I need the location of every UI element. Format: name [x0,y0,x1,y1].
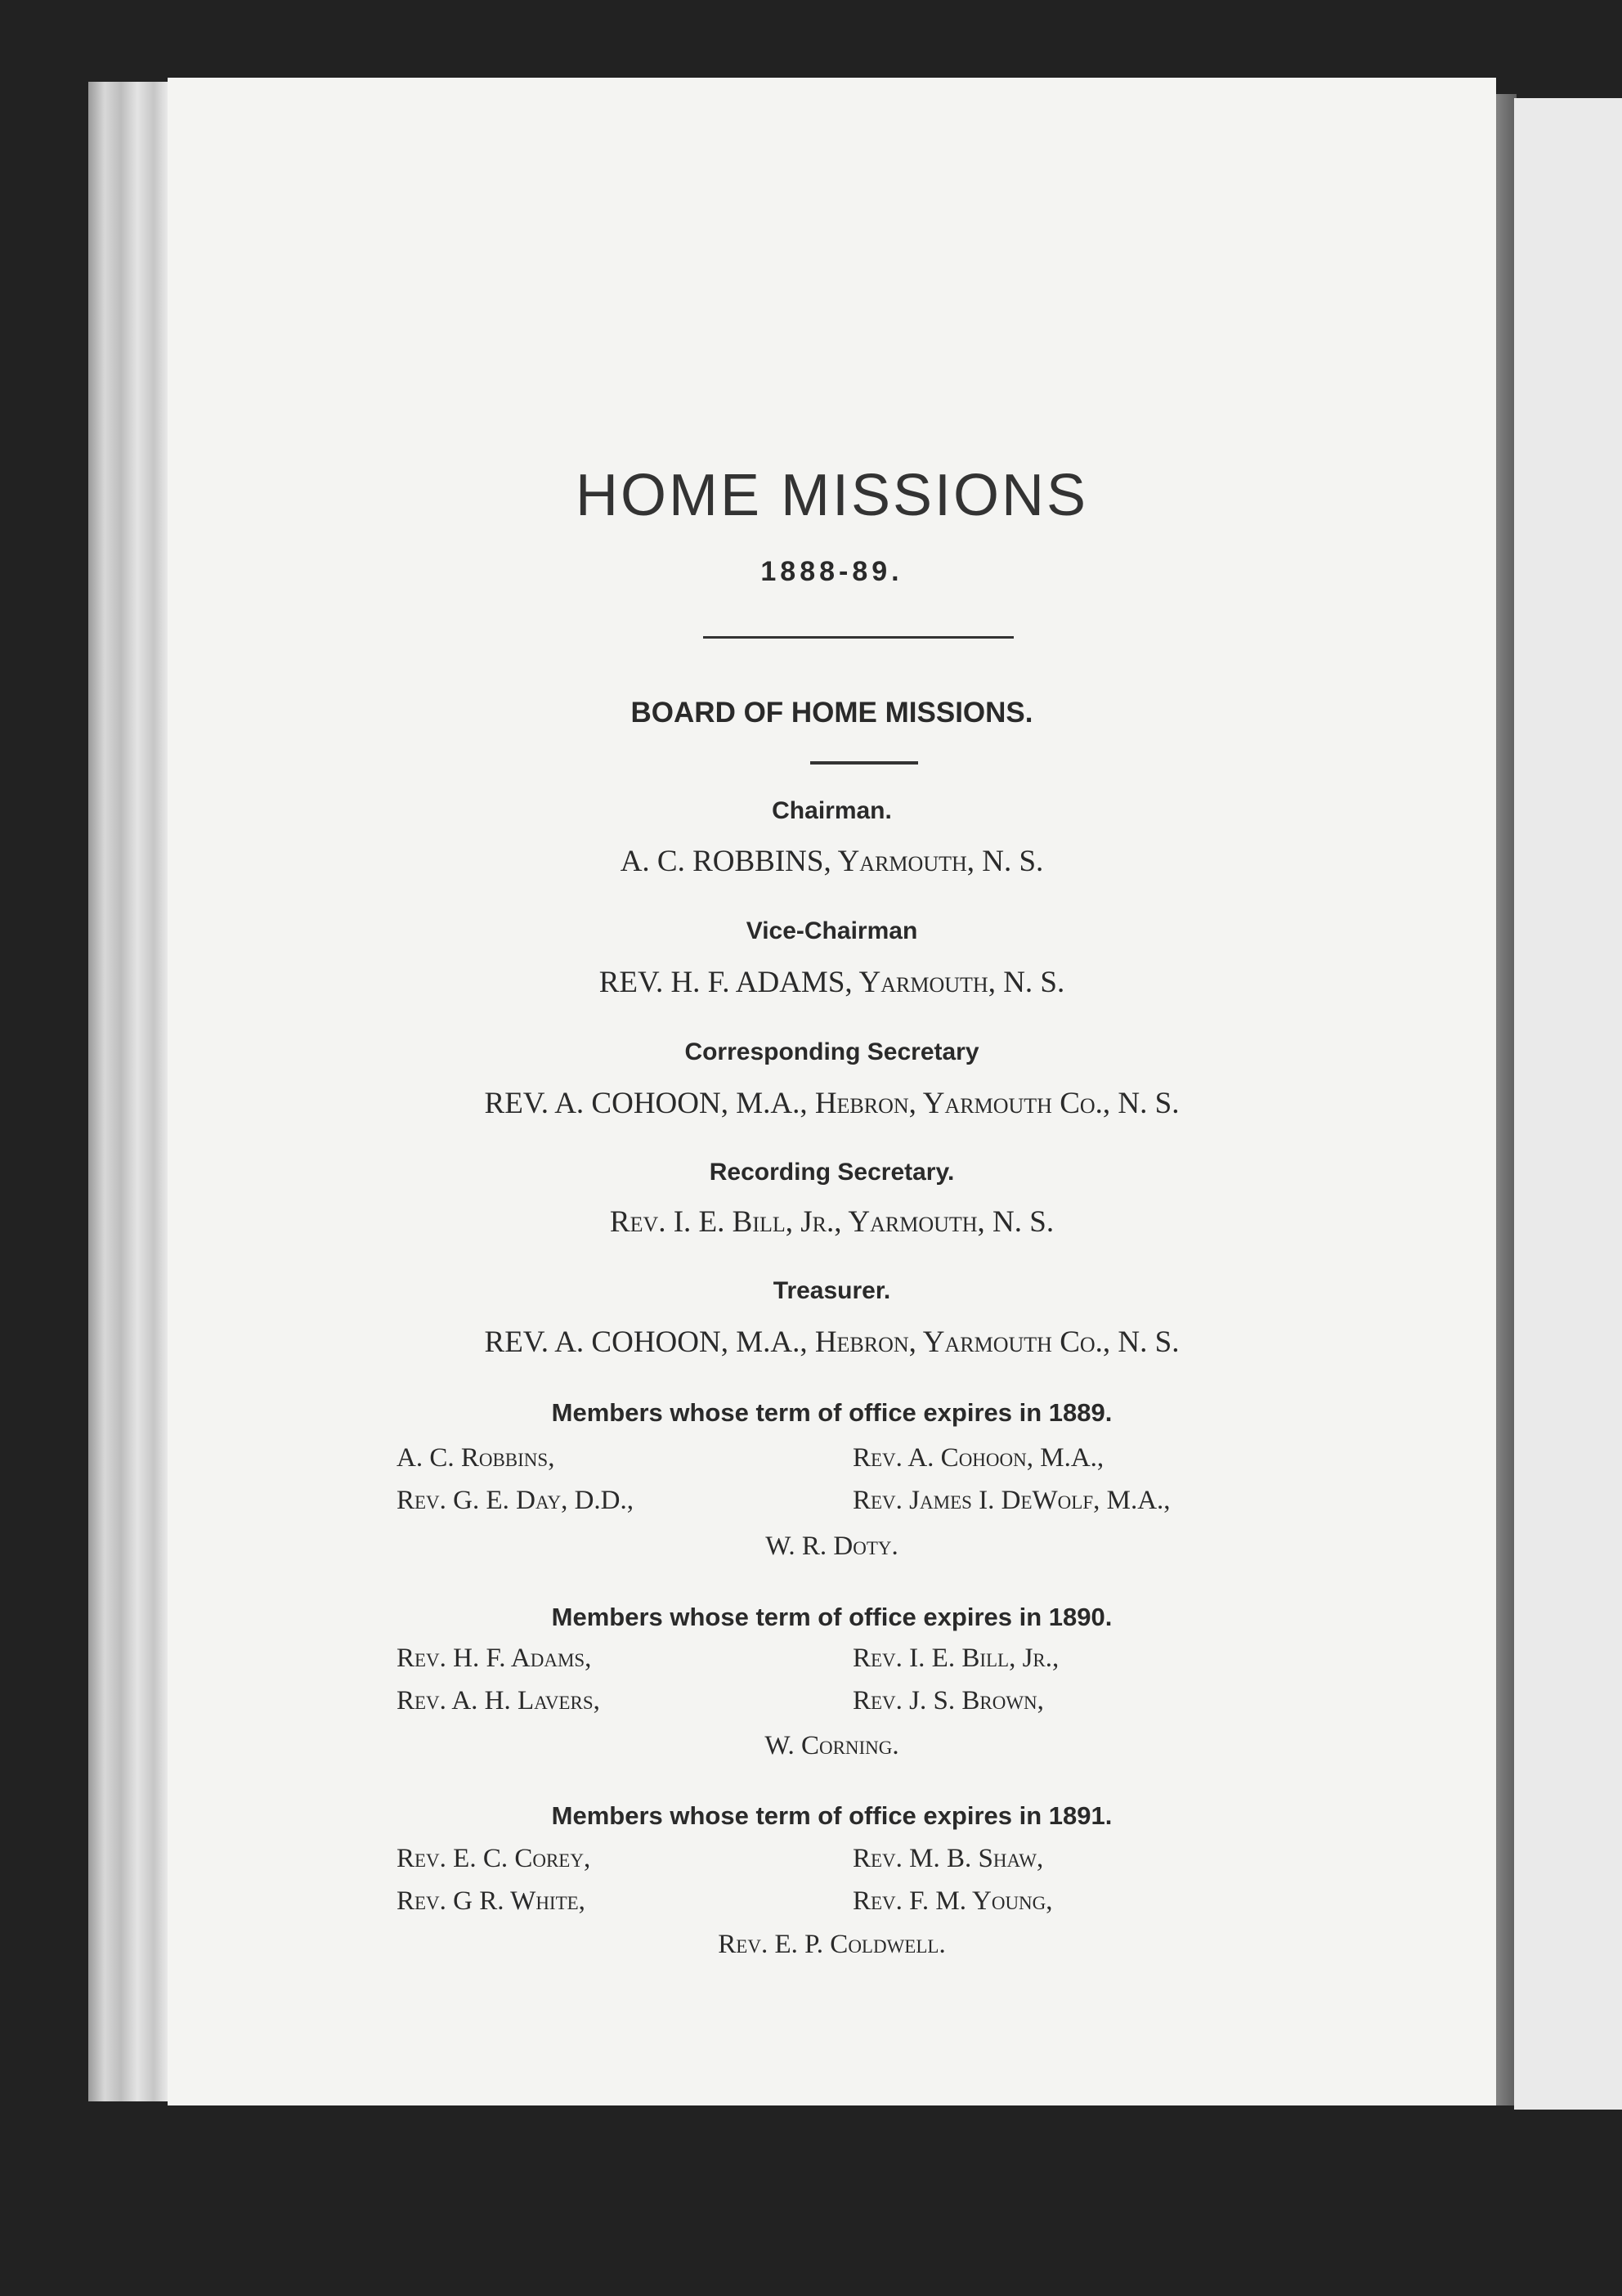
member-1889-right-1: Rev. A. Cohoon, M.A., [853,1443,1104,1473]
board-heading: BOARD OF HOME MISSIONS. [630,697,1033,729]
member-1890-right-1: Rev. I. E. Bill, Jr., [853,1644,1060,1673]
member-1891-center: Rev. E. P. Coldwell. [718,1930,946,1959]
member-1889-center: W. R. Doty. [765,1531,898,1561]
member-1891-right-2: Rev. F. M. Young, [853,1886,1053,1916]
officer-corresponding-secretary: REV. A. COHOON, M.A., Hebron, Yarmouth Co., N. S. [484,1087,1180,1120]
officer-recording-secretary: Rev. I. E. Bill, Jr., Yarmouth, N. S. [609,1205,1055,1239]
member-1889-left-1: A. C. Robbins, [397,1443,555,1473]
member-1890-right-2: Rev. J. S. Brown, [853,1686,1044,1715]
term-heading-1891: Members whose term of office expires in 1891. [551,1801,1113,1830]
term-heading-1889: Members whose term of office expires in 1889. [551,1398,1113,1427]
term-heading-1890: Members whose term of office expires in 1890. [551,1603,1113,1631]
office-corresponding-secretary: Corresponding Secretary [684,1038,979,1065]
officer-vice-chairman: REV. H. F. ADAMS, Yarmouth, N. S. [598,966,1065,999]
member-1890-center: W. Corning. [764,1731,899,1760]
member-1891-left-2: Rev. G R. White, [397,1886,585,1916]
officer-chairman: A. C. ROBBINS, Yarmouth, N. S. [620,845,1044,878]
member-1890-left-1: Rev. H. F. Adams, [397,1644,592,1673]
member-1891-right-1: Rev. M. B. Shaw, [853,1844,1044,1873]
member-1889-left-2: Rev. G. E. Day, D.D., [397,1486,634,1515]
member-1889-right-2: Rev. James I. DeWolf, M.A., [853,1486,1171,1515]
facing-page [1514,98,1622,2110]
page-title: HOME MISSIONS [575,463,1089,528]
office-vice-chairman: Vice-Chairman [746,917,918,944]
member-1891-left-1: Rev. E. C. Corey, [397,1844,591,1873]
office-chairman: Chairman. [772,797,892,824]
divider-short [810,761,918,765]
member-1890-left-2: Rev. A. H. Lavers, [397,1686,600,1715]
officer-treasurer: REV. A. COHOON, M.A., Hebron, Yarmouth Co., N. S. [484,1325,1180,1359]
book-page [168,78,1496,2105]
office-recording-secretary: Recording Secretary. [709,1159,955,1186]
years-subtitle: 1888-89. [760,556,903,587]
page-edge-stack [88,82,170,2101]
divider-long [703,636,1014,639]
office-treasurer: Treasurer. [773,1277,891,1304]
